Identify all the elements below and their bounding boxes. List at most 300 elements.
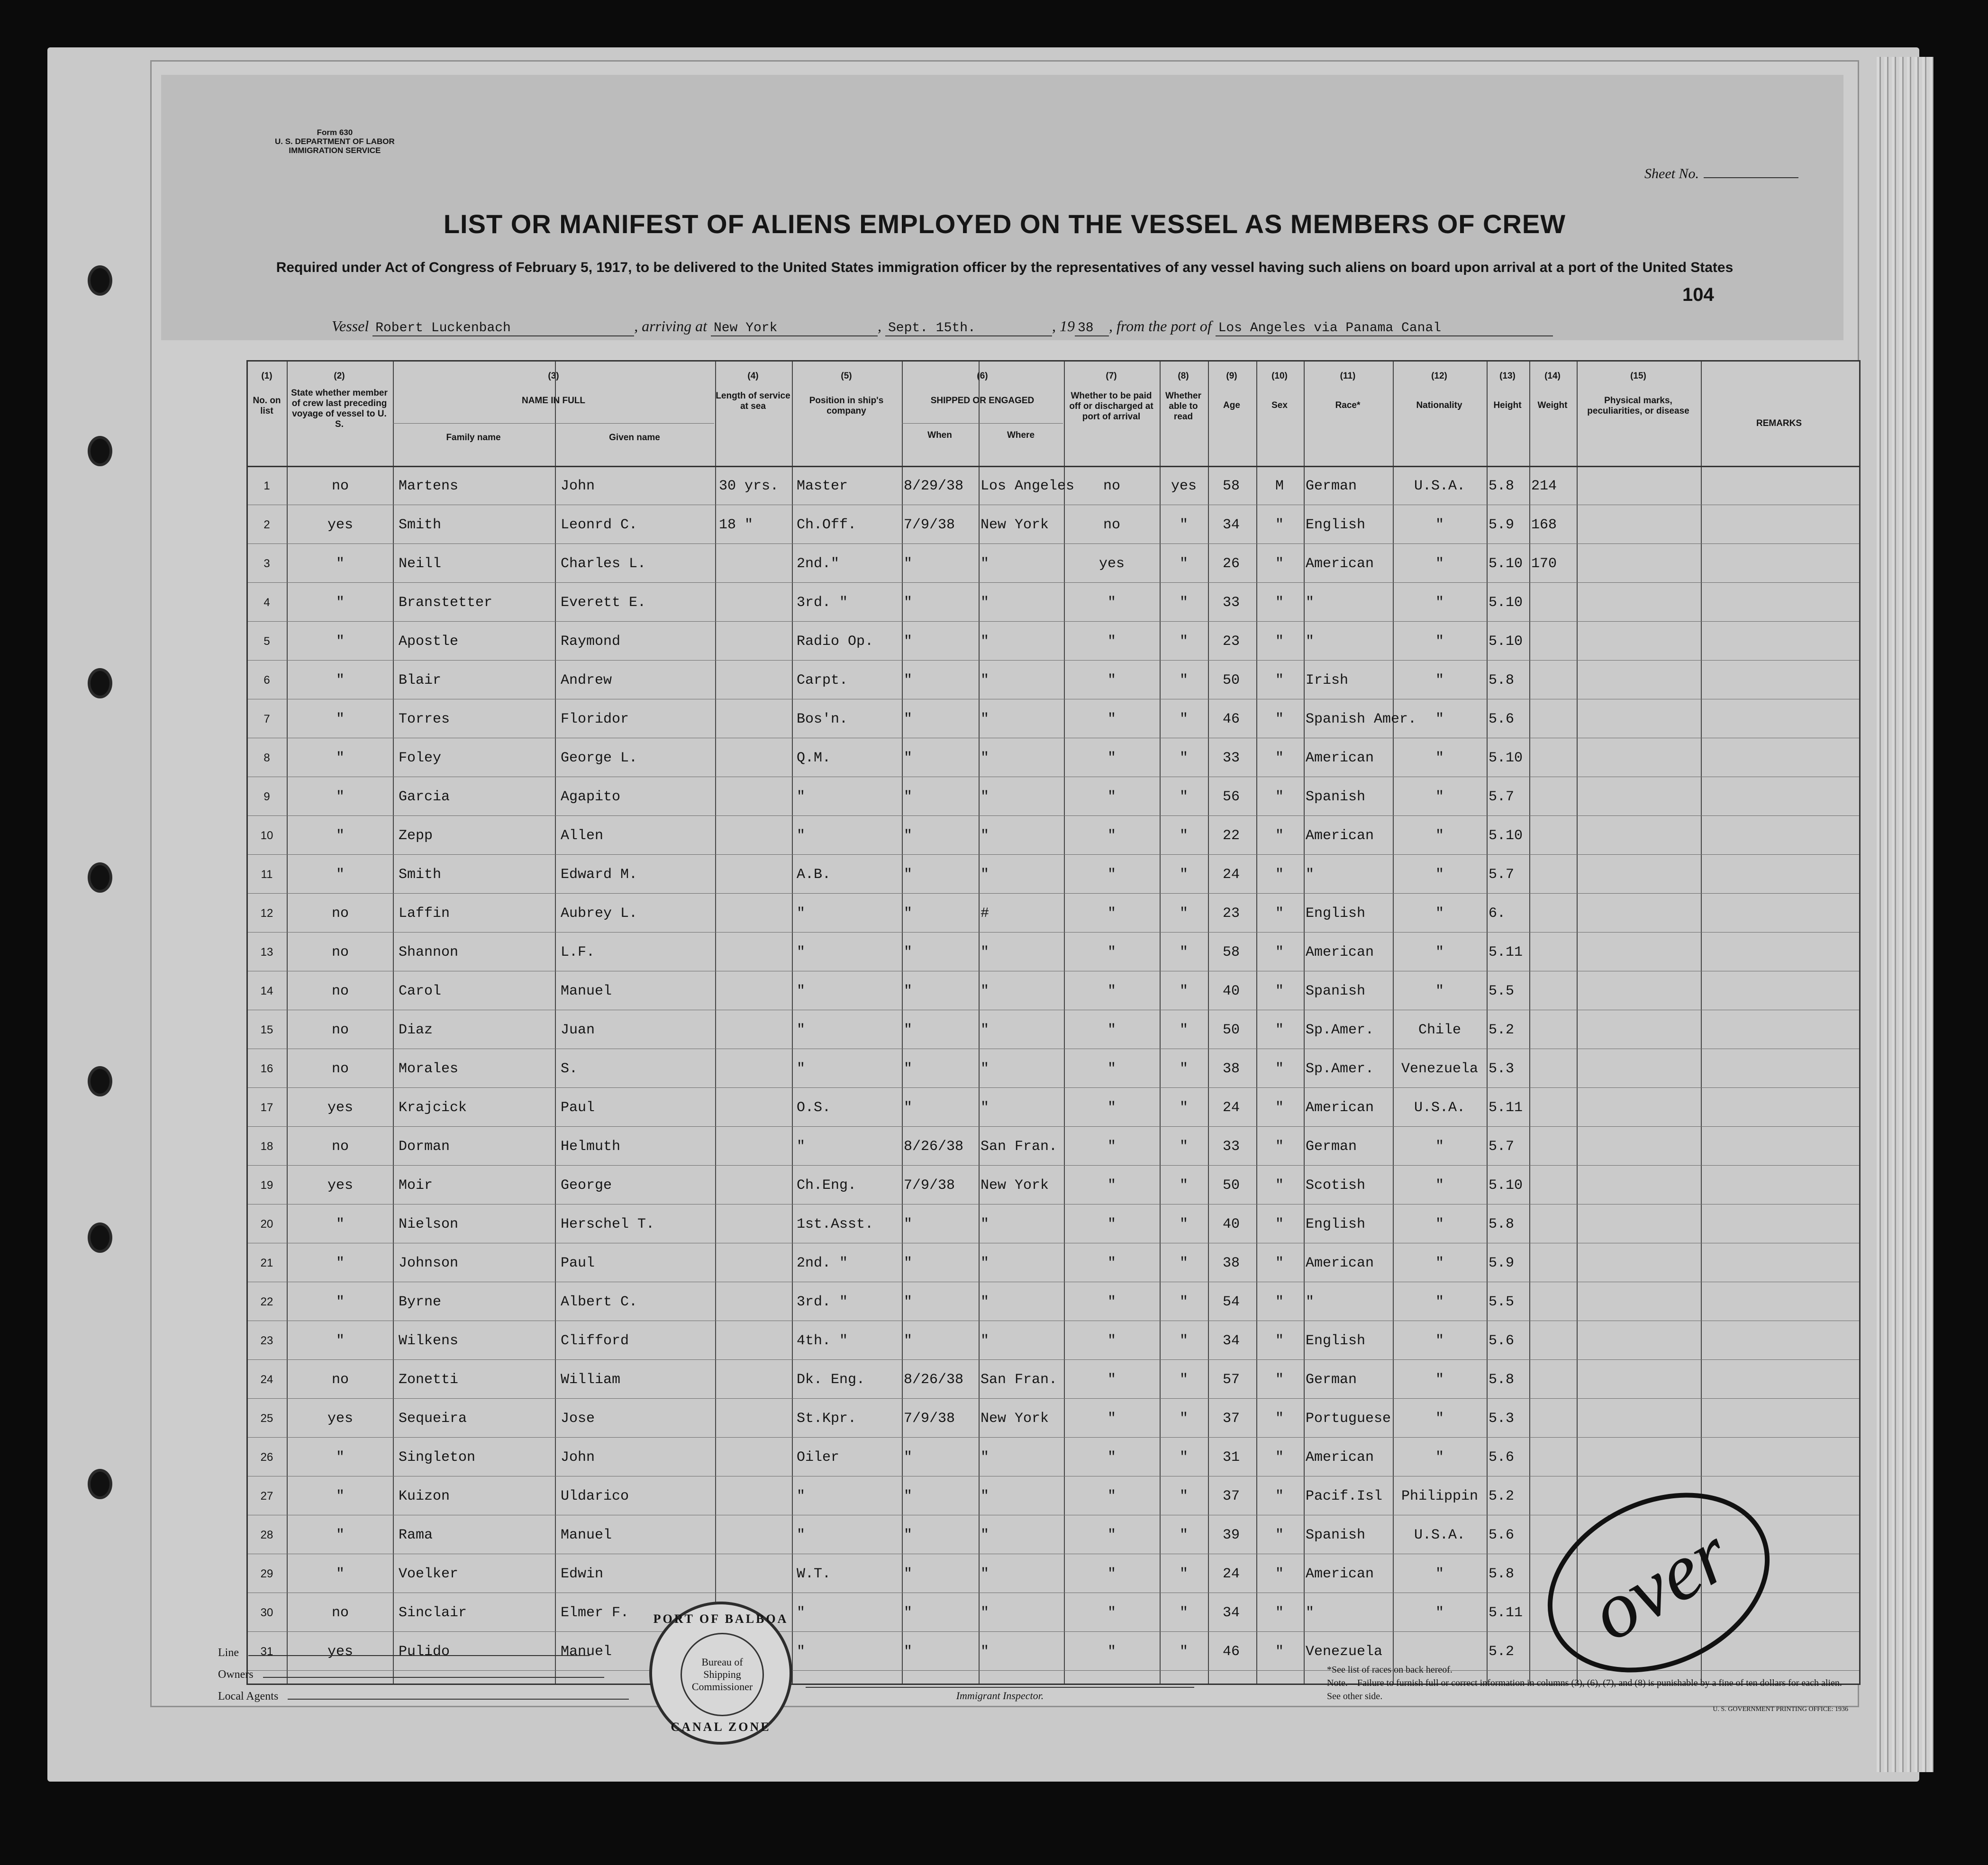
cell-family: Rama: [399, 1527, 433, 1543]
cell-sex: ": [1275, 905, 1284, 922]
cell-family: Wilkens: [399, 1333, 459, 1349]
cell-race: English: [1306, 517, 1366, 533]
cell-when: ": [904, 905, 913, 922]
cell-race: Spanish: [1306, 1527, 1366, 1543]
cell-when: ": [904, 867, 913, 883]
col-num: (2): [334, 371, 345, 381]
cell-no: 4: [263, 596, 270, 609]
cell-family: Blair: [399, 672, 442, 688]
col-label: Sex: [1271, 400, 1288, 410]
cell-age: 58: [1222, 944, 1240, 960]
cell-position: ": [797, 1605, 806, 1621]
cell-read: ": [1179, 1061, 1188, 1077]
col-label: Whether able to read: [1165, 391, 1201, 422]
col-label: State whether member of crew last preceding voyage of vessel to U. S.: [291, 388, 388, 429]
cell-sex: ": [1275, 1449, 1284, 1466]
cell-sex: M: [1275, 478, 1284, 494]
cell-paid-off: ": [1107, 905, 1116, 922]
cell-position: ": [797, 828, 806, 844]
cell-height: 5.10: [1489, 556, 1523, 572]
cell-family: Kuizon: [399, 1488, 450, 1504]
col-header-no: [248, 371, 286, 416]
cell-where: ": [980, 672, 989, 688]
cell-position: 2nd. ": [797, 1255, 848, 1271]
col-num: (11): [1340, 371, 1356, 381]
column-divider: [792, 362, 793, 1684]
cell-given: Manuel: [561, 1527, 612, 1543]
cell-paid-off: ": [1107, 1216, 1116, 1232]
cell-prev: yes: [327, 1644, 353, 1660]
cell-no: 9: [263, 790, 270, 803]
cell-position: Oiler: [797, 1449, 840, 1466]
cell-nationality: ": [1435, 672, 1444, 688]
col-header-family-name: Family name: [446, 433, 501, 443]
cell-race: ": [1306, 1294, 1315, 1310]
cell-weight: 170: [1531, 556, 1557, 572]
year-suffix: 38: [1075, 321, 1109, 336]
cell-position: ": [797, 1139, 806, 1155]
cell-read: ": [1179, 595, 1188, 611]
column-divider: [1577, 362, 1578, 1684]
column-divider: [1529, 362, 1530, 1684]
cell-no: 31: [260, 1645, 273, 1658]
cell-prev: ": [336, 1449, 345, 1466]
cell-where: #: [980, 905, 989, 922]
cell-paid-off: ": [1107, 1527, 1116, 1543]
cell-position: ": [797, 1527, 806, 1543]
cell-nationality: ": [1435, 1177, 1444, 1194]
col-label: Position in ship's company: [809, 396, 884, 416]
binder-hole: [88, 668, 112, 698]
cell-sex: ": [1275, 1527, 1284, 1543]
cell-when: ": [904, 1022, 913, 1038]
cell-position: O.S.: [797, 1100, 831, 1116]
cell-family: Voelker: [399, 1566, 459, 1582]
cell-position: ": [797, 983, 806, 999]
column-divider: [1208, 362, 1209, 1684]
cell-no: 18: [260, 1140, 273, 1153]
shipped-subheader-divider: [902, 423, 1063, 424]
cell-given: Paul: [561, 1100, 595, 1116]
cell-given: Uldarico: [561, 1488, 629, 1504]
binder-hole: [88, 1222, 112, 1253]
cell-position: 2nd.": [797, 556, 840, 572]
cell-race: American: [1306, 828, 1374, 844]
row-divider: [248, 815, 1859, 816]
service: IMMIGRATION SERVICE: [289, 146, 381, 155]
cell-no: 7: [263, 713, 270, 725]
cell-sex: ": [1275, 711, 1284, 727]
cell-position: ": [797, 1022, 806, 1038]
cell-when: ": [904, 1605, 913, 1621]
cell-given: Juan: [561, 1022, 595, 1038]
cell-when: 8/29/38: [904, 478, 964, 494]
cell-sex: ": [1275, 634, 1284, 650]
row-divider: [248, 854, 1859, 855]
cell-read: ": [1179, 1177, 1188, 1194]
cell-paid-off: ": [1107, 672, 1116, 688]
cell-prev: no: [331, 1022, 349, 1038]
cell-prev: ": [336, 1216, 345, 1232]
column-divider: [1701, 362, 1702, 1684]
cell-when: ": [904, 1488, 913, 1504]
cell-no: 24: [260, 1373, 273, 1386]
cell-sex: ": [1275, 1566, 1284, 1582]
col-header-remarks: REMARKS: [1756, 418, 1802, 428]
cell-where: ": [980, 1294, 989, 1310]
cell-nationality: ": [1435, 634, 1444, 650]
cell-sex: ": [1275, 944, 1284, 960]
column-divider: [393, 362, 394, 1684]
cell-sex: ": [1275, 1488, 1284, 1504]
cell-prev: no: [331, 905, 349, 922]
col-num: (8): [1178, 371, 1189, 381]
cell-no: 2: [263, 518, 270, 531]
cell-when: ": [904, 1255, 913, 1271]
cell-age: 24: [1222, 1566, 1240, 1582]
col-header-sex: [1256, 371, 1303, 411]
cell-age: 34: [1222, 1605, 1240, 1621]
cell-race: English: [1306, 905, 1366, 922]
cell-race: ": [1306, 634, 1315, 650]
arrival-port: New York: [711, 321, 878, 336]
cell-when: ": [904, 672, 913, 688]
cell-nationality: ": [1435, 1216, 1444, 1232]
col-label: SHIPPED OR ENGAGED: [930, 396, 1035, 406]
cell-height: 5.3: [1489, 1411, 1515, 1427]
cell-prev: ": [336, 789, 345, 805]
binder-hole: [88, 862, 112, 893]
cell-where: ": [980, 750, 989, 766]
cell-position: ": [797, 1488, 806, 1504]
cell-sex: ": [1275, 556, 1284, 572]
cell-height: 5.6: [1489, 711, 1515, 727]
cell-nationality: ": [1435, 711, 1444, 727]
cell-given: Raymond: [561, 634, 621, 650]
cell-prev: ": [336, 1255, 345, 1271]
cell-given: Elmer F.: [561, 1605, 629, 1621]
cell-paid-off: ": [1107, 1333, 1116, 1349]
cell-nationality: ": [1435, 1294, 1444, 1310]
cell-age: 31: [1222, 1449, 1240, 1466]
header-band: [161, 75, 1843, 340]
cell-nationality: U.S.A.: [1414, 1527, 1466, 1543]
agents-label: Local Agents: [218, 1685, 629, 1707]
printer-credit: U. S. GOVERNMENT PRINTING OFFICE: 1936: [1713, 1706, 1848, 1713]
column-divider: [1256, 362, 1257, 1684]
cell-given: Clifford: [561, 1333, 629, 1349]
cell-given: Helmuth: [561, 1139, 621, 1155]
cell-height: 5.7: [1489, 789, 1515, 805]
cell-height: 5.10: [1489, 828, 1523, 844]
sheet-number-field: Sheet No.: [1644, 166, 1798, 182]
cell-read: ": [1179, 1372, 1188, 1388]
cell-given: Albert C.: [561, 1294, 638, 1310]
cell-service: 30 yrs.: [719, 478, 779, 494]
cell-height: 5.9: [1489, 1255, 1515, 1271]
cell-prev: no: [331, 983, 349, 999]
cell-age: 40: [1222, 1216, 1240, 1232]
cell-race: American: [1306, 944, 1374, 960]
cell-where: ": [980, 1644, 989, 1660]
cell-family: Neill: [399, 556, 442, 572]
port-seal: [649, 1602, 792, 1745]
cell-age: 46: [1222, 1644, 1240, 1660]
cell-race: ": [1306, 595, 1315, 611]
cell-read: ": [1179, 1644, 1188, 1660]
col-num: (15): [1630, 371, 1646, 381]
cell-family: Shannon: [399, 944, 459, 960]
cell-family: Smith: [399, 517, 442, 533]
col-header-previous-voyage: [287, 371, 392, 430]
cell-when: ": [904, 1294, 913, 1310]
cell-prev: yes: [327, 1411, 353, 1427]
cell-position: St.Kpr.: [797, 1411, 857, 1427]
cell-nationality: Philippin: [1401, 1488, 1479, 1504]
row-divider: [248, 582, 1859, 583]
cell-where: ": [980, 1333, 989, 1349]
cell-height: 5.3: [1489, 1061, 1515, 1077]
cell-position: Radio Op.: [797, 634, 874, 650]
cell-race: German: [1306, 478, 1357, 494]
from-label: , from the port of: [1108, 317, 1212, 335]
cell-height: 5.11: [1489, 1605, 1523, 1621]
col-header-weight: [1529, 371, 1576, 411]
cell-when: ": [904, 750, 913, 766]
cell-height: 5.8: [1489, 672, 1515, 688]
cell-service: 18 ": [719, 517, 753, 533]
cell-nationality: ": [1435, 556, 1444, 572]
cell-sex: ": [1275, 1100, 1284, 1116]
cell-paid-off: ": [1107, 1566, 1116, 1582]
cell-race: American: [1306, 750, 1374, 766]
cell-height: 5.2: [1489, 1488, 1515, 1504]
cell-read: ": [1179, 750, 1188, 766]
cell-prev: yes: [327, 1177, 353, 1194]
seal-bottom-text: CANAL ZONE: [671, 1720, 771, 1734]
cell-nationality: ": [1435, 750, 1444, 766]
cell-when: 8/26/38: [904, 1372, 964, 1388]
cell-sex: ": [1275, 1061, 1284, 1077]
cell-prev: no: [331, 1605, 349, 1621]
cell-nationality: U.S.A.: [1414, 1100, 1466, 1116]
cell-sex: ": [1275, 1644, 1284, 1660]
cell-prev: ": [336, 1566, 345, 1582]
cell-where: San Fran.: [980, 1139, 1058, 1155]
cell-prev: no: [331, 478, 349, 494]
cell-paid-off: ": [1107, 1100, 1116, 1116]
cell-race: English: [1306, 1333, 1366, 1349]
cell-family: Garcia: [399, 789, 450, 805]
cell-where: ": [980, 983, 989, 999]
cell-sex: ": [1275, 867, 1284, 883]
cell-position: 3rd. ": [797, 1294, 848, 1310]
cell-when: 7/9/38: [904, 1177, 955, 1194]
col-label: Nationality: [1416, 400, 1462, 410]
cell-race: German: [1306, 1372, 1357, 1388]
col-num: (14): [1544, 371, 1561, 381]
cell-paid-off: ": [1107, 1139, 1116, 1155]
column-divider: [715, 362, 716, 1684]
cell-where: ": [980, 1449, 989, 1466]
page-title: LIST OR MANIFEST OF ALIENS EMPLOYED ON THE VESSEL AS MEMBERS OF CREW: [443, 209, 1566, 239]
cell-paid-off: ": [1107, 1177, 1116, 1194]
cell-height: 5.8: [1489, 1216, 1515, 1232]
cell-prev: no: [331, 1139, 349, 1155]
cell-age: 40: [1222, 983, 1240, 999]
cell-race: ": [1306, 867, 1315, 883]
col-num: (7): [1106, 371, 1117, 381]
col-num: (4): [747, 371, 759, 381]
cell-read: ": [1179, 1100, 1188, 1116]
vessel-name: Robert Luckenbach: [372, 321, 634, 336]
cell-where: ": [980, 944, 989, 960]
cell-no: 27: [260, 1490, 273, 1503]
col-num: (1): [261, 371, 272, 381]
column-divider: [1304, 362, 1305, 1684]
binder-hole: [88, 265, 112, 296]
cell-race: Venezuela: [1306, 1644, 1383, 1660]
cell-no: 16: [260, 1062, 273, 1075]
cell-prev: no: [331, 1061, 349, 1077]
cell-height: 5.7: [1489, 867, 1515, 883]
cell-age: 46: [1222, 711, 1240, 727]
cell-nationality: ": [1435, 1372, 1444, 1388]
binder-hole: [88, 1066, 112, 1096]
col-header-given-name: Given name: [609, 433, 660, 443]
column-divider: [1487, 362, 1488, 1684]
races-note: *See list of races on back hereof.: [1327, 1665, 1452, 1675]
over-stamp: [1535, 1488, 1782, 1677]
cell-family: Sequeira: [399, 1411, 467, 1427]
cell-nationality: ": [1435, 517, 1444, 533]
cell-race: American: [1306, 556, 1374, 572]
cell-family: Foley: [399, 750, 442, 766]
cell-paid-off: ": [1107, 1372, 1116, 1388]
cell-position: Ch.Off.: [797, 517, 857, 533]
cell-no: 14: [260, 985, 273, 997]
cell-no: 30: [260, 1606, 273, 1619]
cell-no: 1: [263, 480, 270, 492]
cell-paid-off: ": [1107, 711, 1116, 727]
departure-port: Los Angeles via Panama Canal: [1216, 321, 1553, 336]
cell-weight: 168: [1531, 517, 1557, 533]
cell-position: A.B.: [797, 867, 831, 883]
cell-family: Nielson: [399, 1216, 459, 1232]
col-num: (12): [1431, 371, 1447, 381]
row-divider: [248, 893, 1859, 894]
cell-height: 5.7: [1489, 1139, 1515, 1155]
cell-read: ": [1179, 905, 1188, 922]
cell-race: Sp.Amer.: [1306, 1061, 1374, 1077]
cell-race: Spanish Amer.: [1306, 711, 1417, 727]
cell-where: ": [980, 711, 989, 727]
cell-nationality: ": [1435, 983, 1444, 999]
cell-height: 5.6: [1489, 1333, 1515, 1349]
cell-given: Manuel: [561, 983, 612, 999]
cell-when: ": [904, 556, 913, 572]
cell-prev: ": [336, 634, 345, 650]
cell-nationality: Chile: [1418, 1022, 1461, 1038]
cell-given: Jose: [561, 1411, 595, 1427]
cell-race: Spanish: [1306, 789, 1366, 805]
cell-race: Irish: [1306, 672, 1349, 688]
seal-center: [681, 1633, 764, 1716]
cell-family: Moir: [399, 1177, 433, 1194]
column-divider: [979, 362, 980, 1684]
cell-given: Aubrey L.: [561, 905, 638, 922]
cell-position: Q.M.: [797, 750, 831, 766]
cell-age: 38: [1222, 1061, 1240, 1077]
cell-read: ": [1179, 944, 1188, 960]
cell-paid-off: ": [1107, 1411, 1116, 1427]
cell-no: 23: [260, 1334, 273, 1347]
cell-where: ": [980, 1255, 989, 1271]
col-label: Race*: [1335, 400, 1361, 410]
cell-read: ": [1179, 867, 1188, 883]
cell-sex: ": [1275, 595, 1284, 611]
cell-paid-off: no: [1103, 478, 1120, 494]
cell-read: ": [1179, 1527, 1188, 1543]
cell-age: 37: [1222, 1411, 1240, 1427]
cell-given: Herschel T.: [561, 1216, 655, 1232]
row-divider: [248, 621, 1859, 622]
arrival-date: Sept. 15th.: [885, 321, 1052, 336]
cell-race: American: [1306, 1449, 1374, 1466]
col-header-nationality: [1393, 371, 1486, 411]
cell-prev: ": [336, 672, 345, 688]
cell-read: ": [1179, 1605, 1188, 1621]
cell-nationality: Venezuela: [1401, 1061, 1479, 1077]
cell-read: ": [1179, 1411, 1188, 1427]
cell-given: Andrew: [561, 672, 612, 688]
cell-read: ": [1179, 828, 1188, 844]
cell-prev: ": [336, 867, 345, 883]
cell-family: Apostle: [399, 634, 459, 650]
cell-where: ": [980, 1022, 989, 1038]
cell-paid-off: ": [1107, 944, 1116, 960]
over-stamp-text: over: [1575, 1509, 1744, 1658]
cell-paid-off: ": [1107, 1022, 1116, 1038]
cell-position: Master: [797, 478, 848, 494]
cell-paid-off: no: [1103, 517, 1120, 533]
cell-read: ": [1179, 1488, 1188, 1504]
form-identification: [275, 128, 395, 155]
cell-when: ": [904, 789, 913, 805]
cell-position: ": [797, 944, 806, 960]
col-header-position: [792, 371, 901, 416]
cell-height: 5.10: [1489, 750, 1523, 766]
cell-read: yes: [1171, 478, 1197, 494]
col-num: (10): [1271, 371, 1288, 381]
cell-age: 56: [1222, 789, 1240, 805]
cell-given: John: [561, 478, 595, 494]
cell-sex: ": [1275, 1605, 1284, 1621]
cell-sex: ": [1275, 517, 1284, 533]
cell-where: ": [980, 1061, 989, 1077]
cell-read: ": [1179, 1139, 1188, 1155]
cell-when: ": [904, 1100, 913, 1116]
cell-where: New York: [980, 517, 1049, 533]
cell-prev: ": [336, 595, 345, 611]
cell-no: 22: [260, 1295, 273, 1308]
cell-position: ": [797, 1061, 806, 1077]
row-divider: [248, 1359, 1859, 1360]
cell-paid-off: ": [1107, 595, 1116, 611]
cell-nationality: ": [1435, 867, 1444, 883]
col-label: Length of service at sea: [716, 391, 790, 411]
cell-position: Dk. Eng.: [797, 1372, 865, 1388]
